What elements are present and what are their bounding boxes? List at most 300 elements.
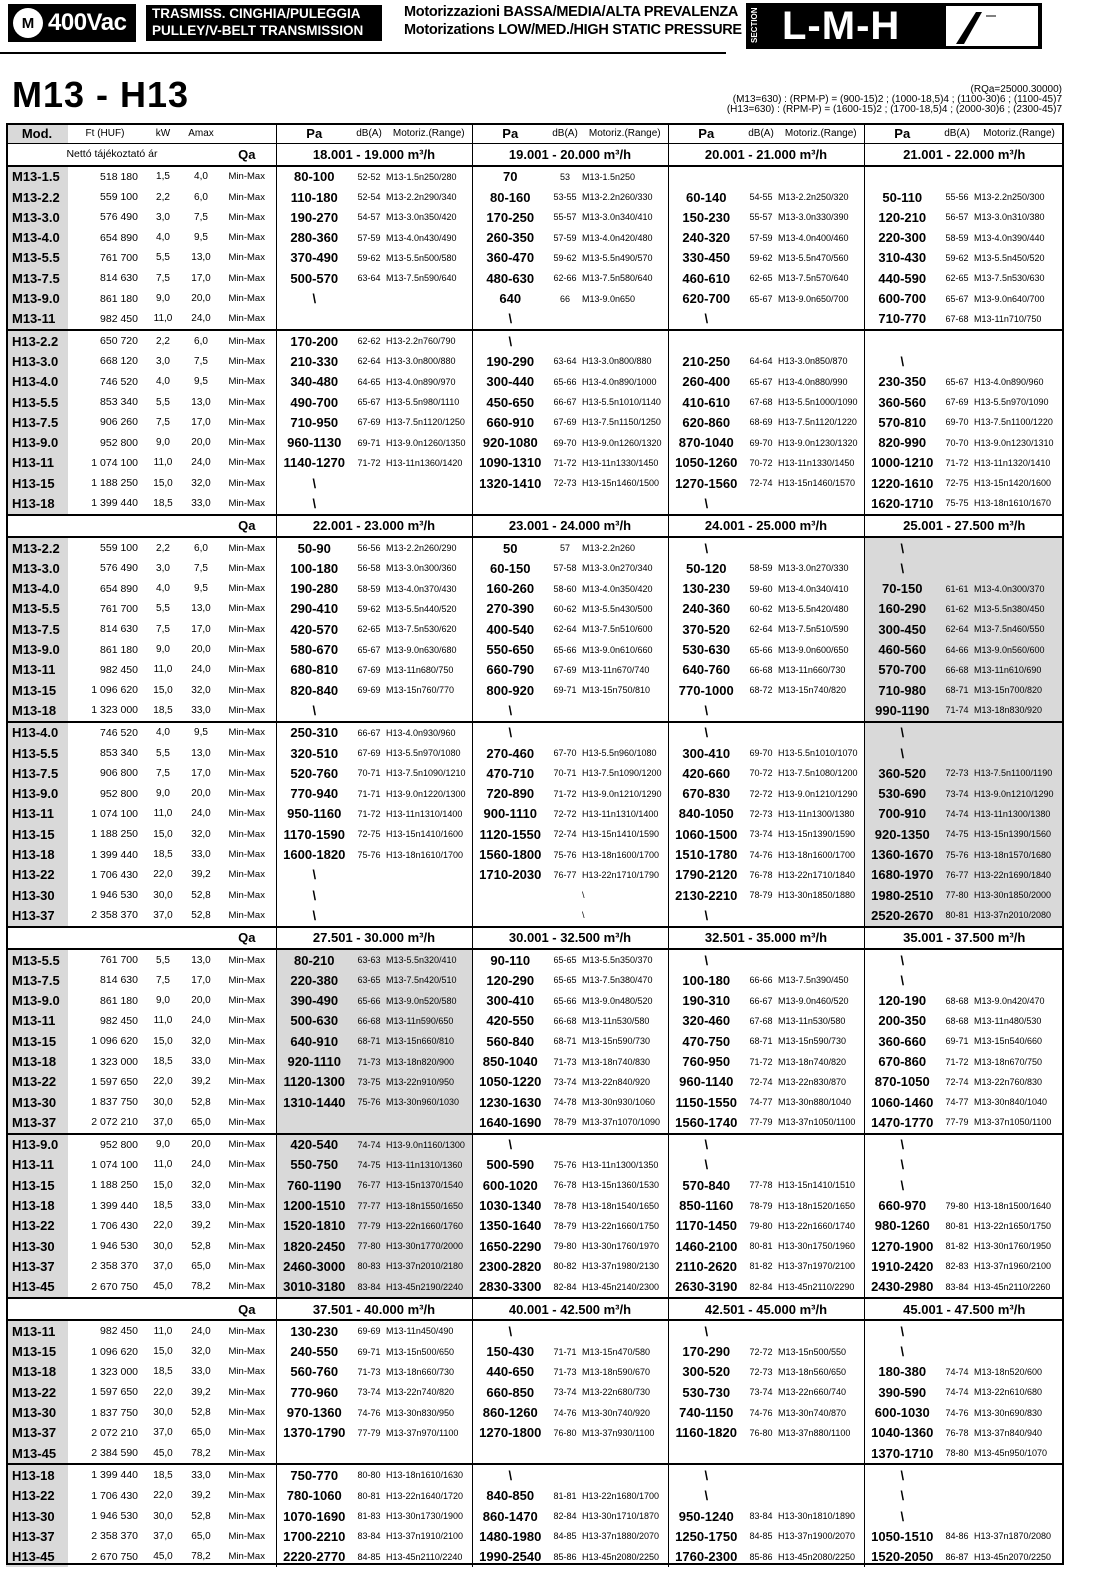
- dba-range: [548, 722, 582, 743]
- dba-range: 56-57: [945, 212, 969, 223]
- qa-range-row: [6, 515, 1064, 537]
- table-row: [6, 1486, 1064, 1506]
- pa-range: 360-520: [864, 763, 940, 783]
- pa-range: 130-230: [276, 1320, 352, 1341]
- kw-value: 11,0: [153, 1159, 173, 1171]
- model-name: M13-4.0: [6, 579, 68, 599]
- pa-range: 950-1160: [276, 804, 352, 824]
- qa-label: Qa: [238, 146, 256, 162]
- motoriz-range: H13-45n2140/2300: [582, 1281, 660, 1292]
- motoriz-range: H13-9.0n1230/1320: [778, 437, 858, 448]
- minmax-label: Min-Max: [228, 1407, 265, 1419]
- pa-range: 1680-1970: [864, 865, 940, 885]
- motoriz-range: M13-2.2n290/340: [386, 192, 457, 203]
- motoriz-range: H13-45n2110/2260: [974, 1281, 1051, 1292]
- motoriz-range: H13-9.0n1220/1300: [386, 788, 466, 799]
- motoriz-range: H13-30n1850/2000: [974, 885, 1064, 905]
- dba-range: 53-55: [553, 192, 577, 203]
- pa-range: 840-1050: [668, 804, 744, 824]
- amax-value: 65,0: [191, 1116, 211, 1128]
- pa-range: 660-970: [864, 1195, 940, 1215]
- motoriz-range: H13-37n1880/2070: [582, 1531, 660, 1542]
- price-value: 576 490: [100, 211, 138, 224]
- table-row: [6, 1155, 1064, 1175]
- pa-range: 110-180: [276, 187, 352, 207]
- amax-value: 39,2: [191, 869, 211, 881]
- table-row: [6, 227, 1064, 247]
- pa-range: [276, 1443, 352, 1464]
- dba-range: 60-62: [553, 603, 577, 614]
- table-row: [6, 493, 1064, 514]
- motoriz-range: M13-18n830/920: [974, 700, 1064, 721]
- kw-value: 15,0: [153, 1179, 173, 1191]
- dba-range: 52-52: [352, 166, 386, 187]
- pa-range: 1160-1820: [668, 1423, 744, 1443]
- dba-range: [940, 1175, 974, 1195]
- dba-range: 81-82: [749, 1261, 773, 1272]
- pa-range: 120-290: [472, 970, 548, 990]
- col-header-motoriz: Motoriz.(Range): [582, 123, 668, 144]
- pa-range: \: [276, 473, 352, 493]
- pa-range: 2830-3300: [472, 1277, 548, 1298]
- flow-range-header: 45.001 - 47.500 m³/h: [864, 1298, 1064, 1320]
- motoriz-range: [582, 1134, 668, 1155]
- amax-value: 33,0: [191, 1366, 211, 1378]
- pa-range: 450-650: [472, 392, 548, 412]
- transmission-label: TRASMISS. CINGHIA/PULEGGIA PULLEY/V-BELT TRANSMISSION: [146, 5, 382, 41]
- dba-range: [352, 905, 386, 926]
- motoriz-range: M13-37n970/1100: [386, 1427, 459, 1438]
- pa-range: 800-920: [472, 680, 548, 700]
- kw-value: 7,5: [156, 974, 170, 986]
- pa-range: 300-440: [472, 372, 548, 392]
- motoriz-range: H13-37n1910/2100: [386, 1531, 464, 1542]
- kw-value: 9,0: [156, 788, 170, 800]
- amax-value: 33,0: [184, 1464, 218, 1485]
- motoriz-range: [778, 493, 864, 514]
- model-name: H13-2.2: [6, 330, 68, 351]
- dba-range: 71-72: [945, 1056, 969, 1067]
- pa-range: 2300-2820: [472, 1256, 548, 1276]
- col-header-dba: dB(A): [548, 123, 582, 144]
- pa-range: 820-840: [276, 680, 352, 700]
- motoriz-range: H13-5.5n960/1080: [582, 748, 657, 759]
- dba-range: 65-65: [548, 949, 582, 970]
- pa-range: 680-810: [276, 660, 352, 680]
- dba-range: [352, 700, 386, 721]
- flow-range-header: 40.001 - 42.500 m³/h: [472, 1298, 668, 1320]
- pa-range: 1220-1610: [864, 473, 940, 493]
- motoriz-range: H13-4.0n930/960: [386, 722, 472, 743]
- dba-range: 74-76: [357, 1407, 381, 1418]
- kw-value: 18,5: [153, 1200, 173, 1212]
- amax-value: 17,0: [191, 974, 211, 986]
- flow-range-header: 18.001 - 19.000 m³/h: [276, 144, 472, 166]
- model-name: H13-7.5: [6, 412, 68, 432]
- motoriz-range: M13-1.5n250: [582, 166, 668, 187]
- price-value: 1 946 530: [91, 889, 138, 902]
- dba-range: 68-68: [945, 1015, 969, 1026]
- price-value: 650 720: [68, 330, 142, 351]
- pa-range: 1140-1270: [276, 453, 352, 473]
- pa-range: 240-360: [668, 599, 744, 619]
- model-name: M13-11: [6, 660, 68, 680]
- motoriz-range: [974, 949, 1064, 970]
- price-value: 952 800: [100, 787, 138, 800]
- price-value: 761 700: [68, 949, 142, 970]
- pa-range: 340-480: [276, 372, 352, 392]
- table-row: [6, 187, 1064, 207]
- model-name: M13-11: [6, 1320, 68, 1341]
- motoriz-range: M13-5.5n500/580: [386, 252, 457, 263]
- pa-range: 660-850: [472, 1382, 548, 1402]
- dba-range: 71-72: [553, 457, 577, 468]
- dba-range: 74-74: [940, 804, 974, 824]
- motoriz-range: H13-11n1330/1450: [778, 457, 855, 468]
- motoriz-range: H13-15n1460/1570: [778, 478, 856, 489]
- table-row: [6, 639, 1064, 659]
- dba-range: [548, 493, 582, 514]
- motoriz-range: H13-22n1680/1700: [582, 1490, 660, 1501]
- amax-value: 52,8: [191, 889, 211, 901]
- dba-range: 82-84: [553, 1281, 577, 1292]
- minmax-label: Min-Max: [228, 909, 265, 921]
- table-row: [6, 1277, 1064, 1298]
- motoriz-range: H13-11n1320/1410: [974, 457, 1051, 468]
- motoriz-range: M13-11n450/490: [386, 1320, 472, 1341]
- pa-range: 820-990: [864, 432, 940, 452]
- pa-range: 50-120: [668, 558, 744, 578]
- kw-value: 3,0: [156, 211, 170, 223]
- motoriz-range: H13-22n1660/1740: [778, 1220, 856, 1231]
- motoriz-range: H13-4.0n890/1000: [582, 376, 657, 387]
- pa-range: 50-90: [276, 537, 352, 558]
- dba-range: 79-80: [945, 1200, 969, 1211]
- motoriz-range: H13-22n1660/1750: [582, 1220, 660, 1231]
- motoriz-range: M13-22n740/820: [386, 1387, 455, 1398]
- dba-range: 65-66: [553, 644, 577, 655]
- minmax-label: Min-Max: [228, 232, 265, 244]
- price-value: 1 188 250: [91, 477, 138, 490]
- model-name: M13-9.0: [6, 639, 68, 659]
- model-name: M13-2.2: [6, 537, 68, 558]
- dba-range: 71-71: [553, 1346, 577, 1357]
- minmax-label: Min-Max: [228, 1179, 265, 1191]
- minmax-label: Min-Max: [228, 869, 265, 881]
- dba-range: 69-70: [553, 437, 577, 448]
- model-name: H13-18: [6, 844, 68, 864]
- qa-row-blank: [6, 1298, 218, 1320]
- kw-value: 4,0: [156, 232, 170, 244]
- pa-range: 250-310: [276, 722, 352, 743]
- dba-range: 70-72: [749, 768, 773, 779]
- dba-range: 71-72: [357, 457, 381, 468]
- motoriz-range: [778, 330, 864, 351]
- pa-range: 320-510: [276, 743, 352, 763]
- dba-range: 71-73: [357, 1366, 381, 1377]
- motoriz-range: H13-9.0n1260/1350: [386, 437, 466, 448]
- dba-range: 54-57: [357, 212, 381, 223]
- motoriz-range: M13-37n930/1100: [582, 1427, 655, 1438]
- dba-range: 66-66: [749, 975, 773, 986]
- dba-range: 77-80: [352, 1236, 386, 1256]
- minmax-label: Min-Max: [228, 1240, 265, 1252]
- pa-range: \: [864, 1320, 940, 1341]
- dba-range: 82-84: [553, 1511, 577, 1522]
- amax-value: 13,0: [191, 603, 211, 615]
- price-value: 1 837 750: [91, 1406, 138, 1419]
- kw-value: 30,0: [153, 889, 173, 901]
- pa-range: 500-570: [276, 268, 352, 288]
- pa-range: 770-940: [276, 784, 352, 804]
- dba-range: 65-67: [945, 293, 969, 304]
- pa-range: 200-350: [864, 1011, 940, 1031]
- pa-range: 410-610: [668, 392, 744, 412]
- motoriz-range: H13-4.0n890/960: [974, 376, 1044, 387]
- dba-range: [744, 1155, 778, 1175]
- dba-range: 71-71: [357, 788, 381, 799]
- minmax-label: Min-Max: [228, 1159, 265, 1171]
- dba-range: 84-85: [357, 1551, 381, 1562]
- price-value: 952 800: [68, 1134, 142, 1155]
- motoriz-range: M13-30n960/1030: [386, 1092, 472, 1112]
- model-name: H13-11: [6, 804, 68, 824]
- dba-range: 53: [548, 166, 582, 187]
- model-name: H13-9.0: [6, 784, 68, 804]
- motoriz-range: [582, 1464, 668, 1485]
- motoriz-range: H13-18n1610/1630: [386, 1464, 472, 1485]
- pa-range: 460-610: [668, 268, 744, 288]
- pa-range: 470-750: [668, 1031, 744, 1051]
- pa-range: 2220-2770: [276, 1546, 352, 1566]
- dba-range: 75-75: [945, 498, 969, 509]
- dba-range: 58-59: [357, 583, 381, 594]
- pa-range: 760-1190: [276, 1175, 352, 1195]
- pa-range: \: [864, 558, 940, 578]
- minmax-label: Min-Max: [228, 644, 265, 656]
- table-row: [6, 248, 1064, 268]
- dba-range: [744, 1443, 778, 1464]
- kw-value: 15,0: [153, 477, 173, 489]
- dba-range: [744, 1320, 778, 1341]
- motoriz-range: [582, 330, 668, 351]
- amax-value: 20,0: [184, 1134, 218, 1155]
- dba-range: 65-65: [553, 975, 577, 986]
- minmax-label: Min-Max: [228, 849, 265, 861]
- table-row: [6, 1134, 1064, 1155]
- col-header-motoriz: Motoriz.(Range): [778, 123, 864, 144]
- model-name: H13-4.0: [6, 722, 68, 743]
- dba-range: 65-66: [553, 376, 577, 387]
- pa-range: 960-1130: [276, 432, 352, 452]
- dba-range: 74-78: [553, 1097, 577, 1108]
- table-row: [6, 392, 1064, 412]
- motoriz-range: M13-5.5n430/500: [582, 603, 653, 614]
- dba-range: 69-70: [945, 417, 969, 428]
- pa-range: 550-650: [472, 639, 548, 659]
- table-row: [6, 1051, 1064, 1071]
- kw-value: 15,0: [153, 1035, 173, 1047]
- motoriz-range: M13-5.5n440/520: [386, 603, 457, 614]
- motoriz-range: [386, 473, 472, 493]
- pa-range: 180-380: [864, 1362, 940, 1382]
- kw-value: 11,0: [153, 664, 173, 676]
- motoriz-range: [386, 493, 472, 514]
- pa-range: 1980-2510: [864, 885, 940, 905]
- dba-range: 54-55: [749, 192, 773, 203]
- amax-value: 39,2: [191, 1076, 211, 1088]
- model-name: H13-15: [6, 1175, 68, 1195]
- pa-range: \: [472, 1134, 548, 1155]
- table-row: [6, 1031, 1064, 1051]
- flow-range-header: 25.001 - 27.500 m³/h: [864, 515, 1064, 537]
- dba-range: 74-76: [553, 1407, 577, 1418]
- dba-range: 69-71: [945, 1036, 969, 1047]
- dba-range: 57-59: [749, 232, 773, 243]
- minmax-label: Min-Max: [228, 1096, 265, 1108]
- motoriz-range: M13-15n700/820: [974, 680, 1064, 700]
- table-row: [6, 1175, 1064, 1195]
- motoriz-range: M13-37n1050/1100: [974, 1117, 1052, 1128]
- model-name: M13-18: [6, 1051, 68, 1071]
- dba-range: 52-54: [357, 192, 381, 203]
- motoriz-range: H13-3.0n850/870: [778, 356, 848, 367]
- pa-range: 530-690: [864, 784, 940, 804]
- table-row: [6, 885, 1064, 905]
- kw-value: 37,0: [153, 1116, 173, 1128]
- pa-range: 370-520: [668, 619, 744, 639]
- motoriz-range: [778, 309, 864, 330]
- amax-value: 78,2: [191, 1281, 211, 1293]
- kw-value: 9,0: [156, 293, 170, 305]
- dba-range: 76-80: [553, 1427, 577, 1438]
- pa-range: \: [668, 1155, 744, 1175]
- price-value: 2 670 750: [91, 1280, 138, 1293]
- model-name: H13-5.5: [6, 392, 68, 412]
- motoriz-range: H13-30n1750/1960: [778, 1241, 856, 1252]
- pa-range: 290-410: [276, 599, 352, 619]
- motoriz-range: H13-3.0n800/880: [386, 356, 456, 367]
- motoriz-range: H13-18n1600/1700: [778, 849, 856, 860]
- dba-range: 62-65: [749, 273, 773, 284]
- model-name: H13-45: [6, 1277, 68, 1298]
- section-badge: [746, 3, 1042, 49]
- model-name: M13-9.0: [6, 288, 68, 308]
- pa-range: 990-1190: [864, 700, 940, 721]
- dba-range: 65-66: [553, 995, 577, 1006]
- motoriz-range: H13-37n1970/2100: [778, 1261, 856, 1272]
- motoriz-range: H13-18n1500/1640: [974, 1200, 1052, 1211]
- price-value: 2 358 370: [91, 1530, 138, 1543]
- dba-range: [744, 722, 778, 743]
- motoriz-range: H13-30n1760/1950: [974, 1241, 1052, 1252]
- pa-range: 1030-1340: [472, 1195, 548, 1215]
- amax-value: 33,0: [191, 497, 211, 509]
- dba-range: 71-73: [553, 1366, 577, 1377]
- pa-range: 1270-1800: [472, 1423, 548, 1443]
- pa-range: 2110-2620: [668, 1256, 744, 1276]
- pa-range: 230-350: [864, 372, 940, 392]
- table-row: [6, 1216, 1064, 1236]
- table-row: [6, 680, 1064, 700]
- pa-range: \: [276, 700, 352, 721]
- dba-range: 72-73: [940, 763, 974, 783]
- pa-range: 190-280: [276, 579, 352, 599]
- table-row: [6, 1546, 1064, 1566]
- pa-range: 70-150: [864, 579, 940, 599]
- price-value: 1 706 430: [91, 1489, 138, 1502]
- pa-range: 1560-1740: [668, 1112, 744, 1133]
- price-value: 814 630: [100, 974, 138, 987]
- amax-value: 20,0: [191, 437, 211, 449]
- motoriz-range: M13-30n840/1040: [974, 1097, 1048, 1108]
- dba-range: [352, 865, 386, 885]
- pa-range: 150-230: [668, 207, 744, 227]
- motoriz-range: M13-15n740/820: [778, 685, 847, 696]
- motoriz-range: M13-3.0n270/340: [582, 563, 653, 574]
- dba-range: 69-71: [357, 1346, 381, 1357]
- price-value: 1 096 620: [91, 1035, 138, 1048]
- price-value: 746 520: [100, 375, 138, 388]
- page-title: M13 - H13: [12, 74, 190, 115]
- amax-value: 39,2: [191, 1386, 211, 1398]
- dba-range: 57: [548, 537, 582, 558]
- model-name: M13-37: [6, 1112, 68, 1133]
- kw-value: 15,0: [153, 1346, 173, 1358]
- table-row: [6, 905, 1064, 926]
- motoriz-range: M13-7.5n570/640: [778, 273, 849, 284]
- dba-range: [940, 1320, 974, 1341]
- section-value: L-M-H: [782, 4, 901, 48]
- minmax-label: Min-Max: [228, 1076, 265, 1088]
- kw-value: 9,0: [142, 1134, 184, 1155]
- pa-range: 1700-2210: [276, 1526, 352, 1546]
- price-value: 576 490: [100, 562, 138, 575]
- dba-range: [940, 330, 974, 351]
- motoriz-range: [582, 700, 668, 721]
- motoriz-range: M13-9.0n640/700: [974, 293, 1045, 304]
- dba-range: 76-77: [940, 865, 974, 885]
- motoriz-range: M13-4.0n420/480: [582, 232, 653, 243]
- table-row: [6, 1423, 1064, 1443]
- amax-value: 52,8: [191, 1096, 211, 1108]
- minmax-label: Min-Max: [228, 1510, 265, 1522]
- dba-range: 67-69: [357, 748, 381, 759]
- minmax-label: Min-Max: [228, 974, 265, 986]
- pa-range: 1360-1670: [864, 844, 940, 864]
- pa-range: 980-1260: [864, 1216, 940, 1236]
- dba-range: 72-73: [749, 1366, 773, 1377]
- motoriz-range: M13-9.0n560/600: [974, 639, 1064, 659]
- model-name: M13-30: [6, 1092, 68, 1112]
- pa-range: \: [864, 1155, 940, 1175]
- motoriz-range: [386, 865, 472, 885]
- motoriz-range: H13-18n1610/1670: [974, 498, 1052, 509]
- pa-range: 900-1110: [472, 804, 548, 824]
- dba-range: 59-62: [357, 603, 381, 614]
- pa-range: 1170-1450: [668, 1216, 744, 1236]
- price-value: 1 597 650: [91, 1386, 138, 1399]
- motoriz-range: M13-11n530/580: [582, 1015, 650, 1026]
- dba-range: [744, 1464, 778, 1485]
- amax-value: 24,0: [191, 1015, 211, 1027]
- model-name: M13-22: [6, 1072, 68, 1092]
- minmax-label: Min-Max: [228, 684, 265, 696]
- dba-range: 67-69: [553, 417, 577, 428]
- motoriz-range: M13-22n660/740: [778, 1387, 847, 1398]
- kw-value: 22,0: [153, 1220, 173, 1232]
- amax-value: 17,0: [191, 623, 211, 635]
